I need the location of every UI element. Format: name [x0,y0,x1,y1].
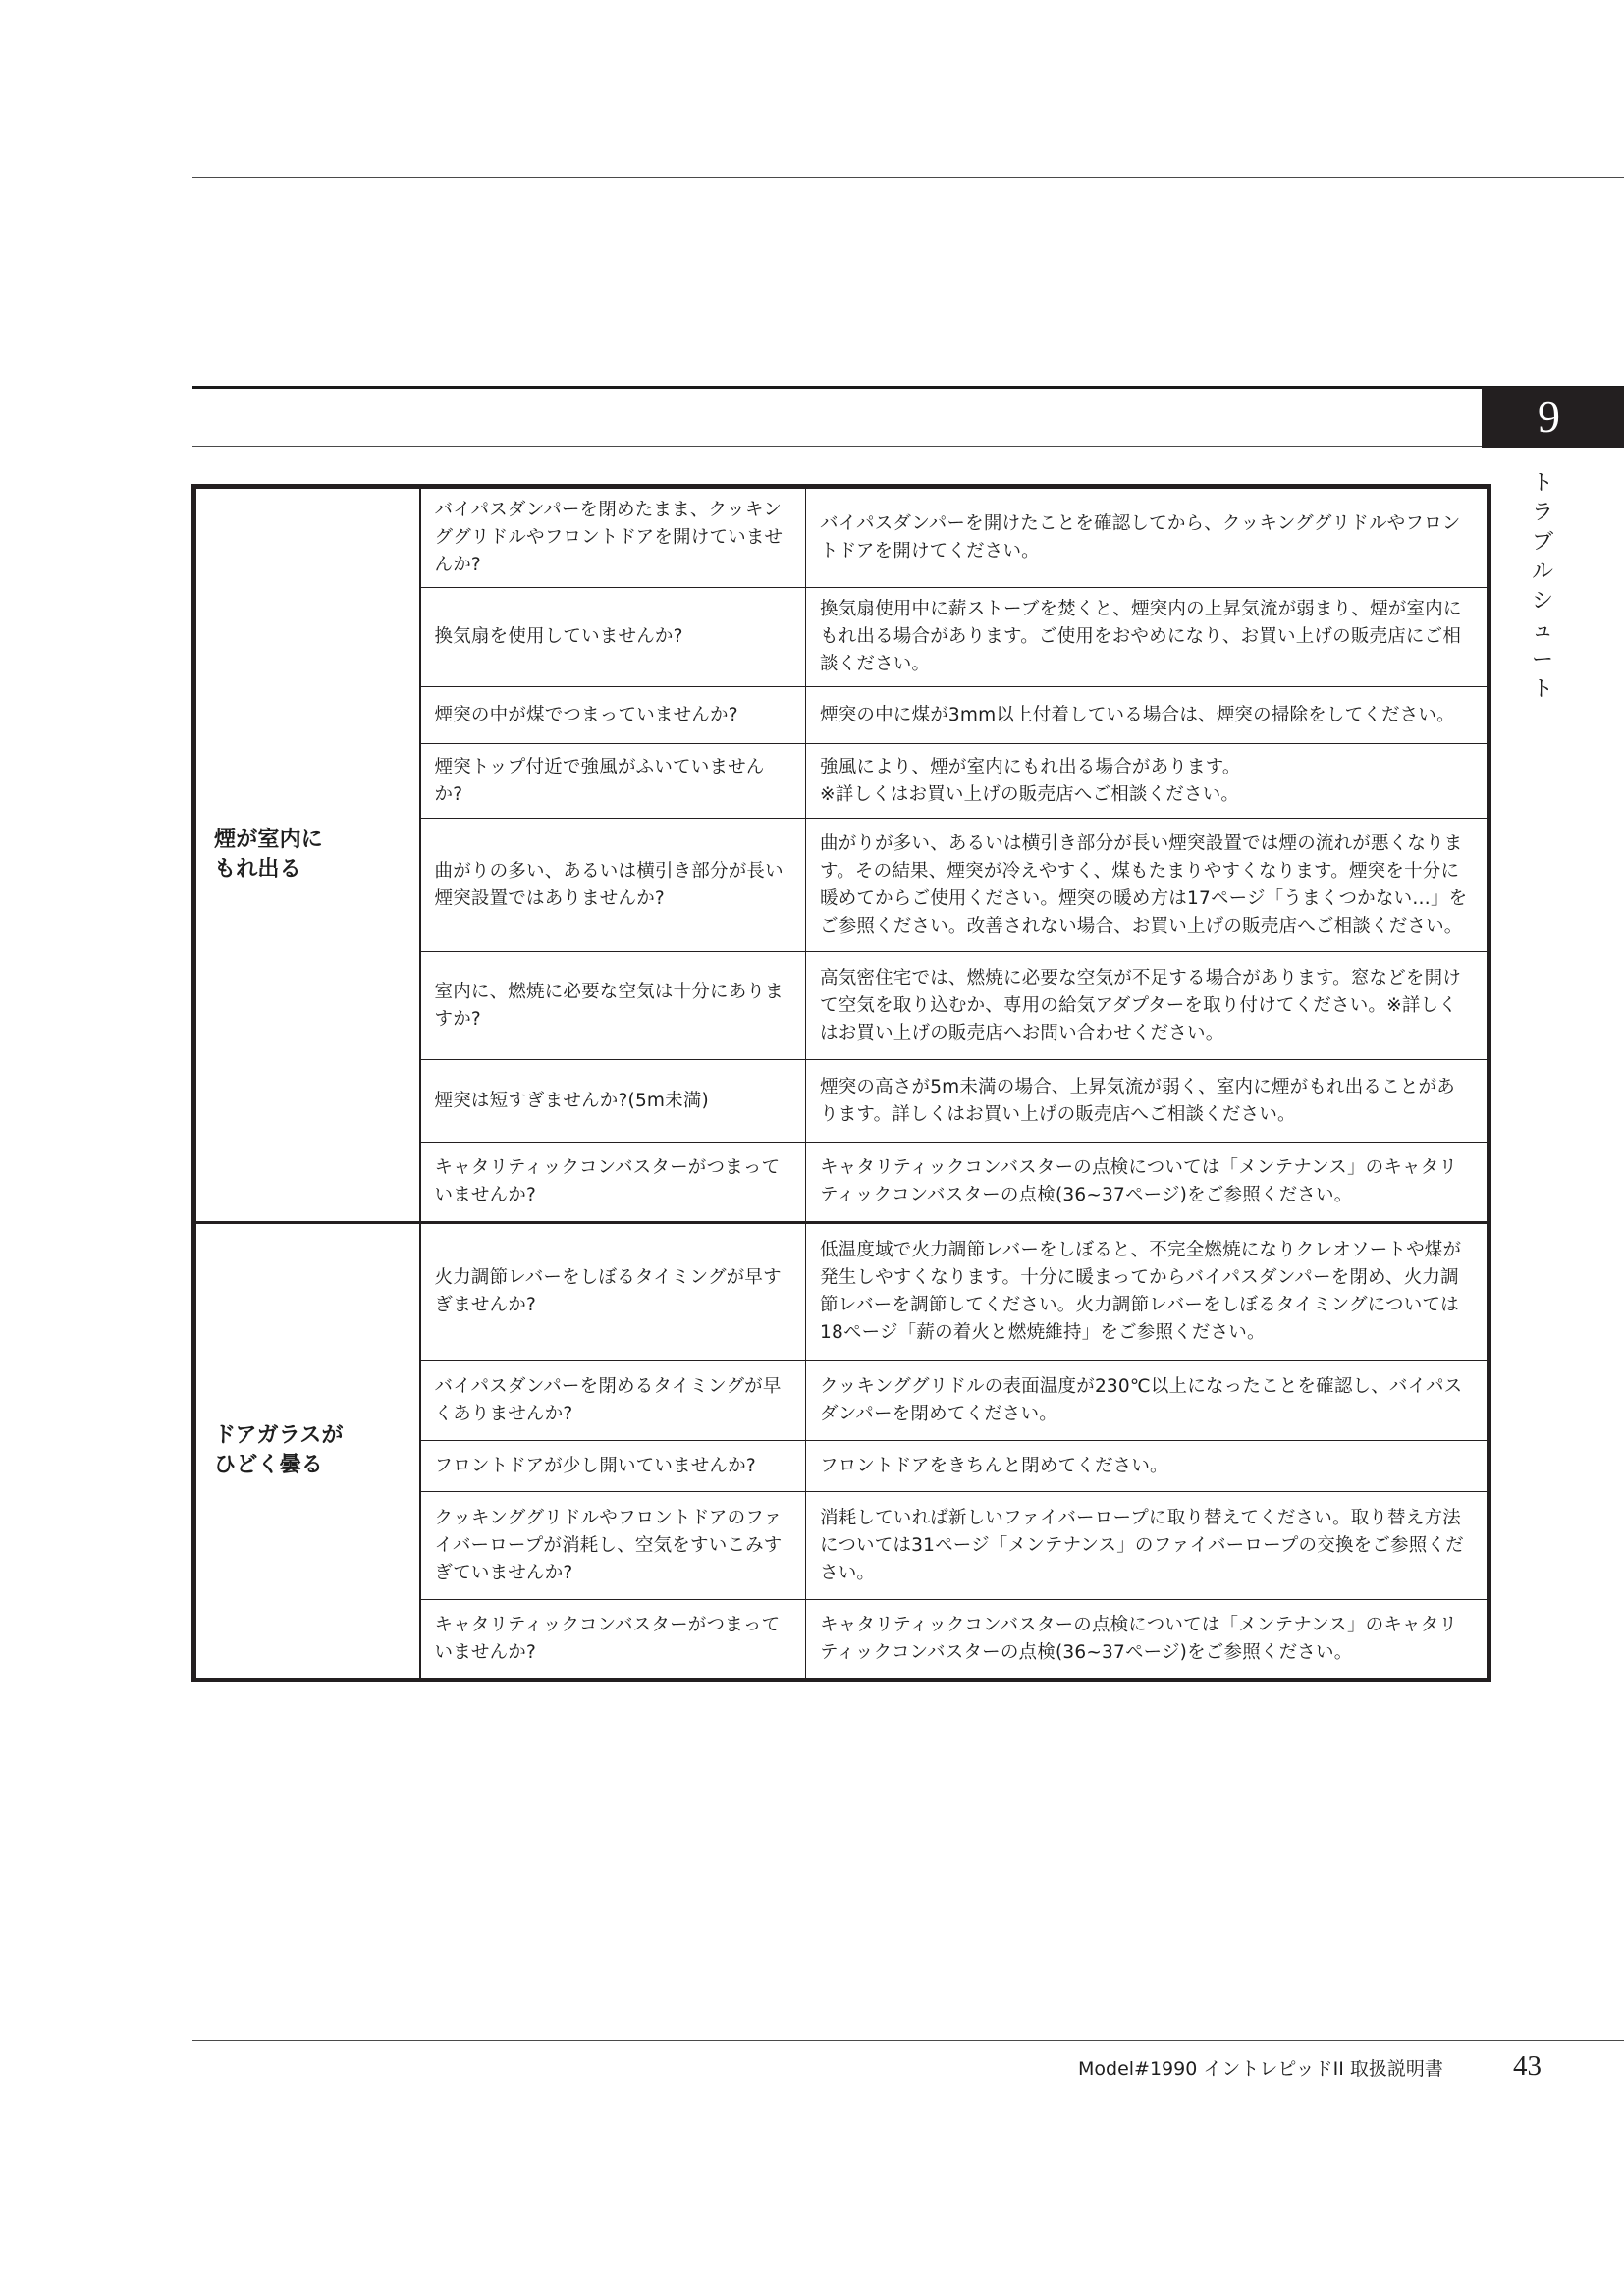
remedy: 換気扇使用中に薪ストーブを焚くと、煙突内の上昇気流が弱まり、煙が室内にもれ出る場合があります。ご使用をおやめになり、お買い上げの販売店にご相談ください。 [806,588,1489,687]
header-rule [192,177,1624,178]
footer-model-title: Model#1990 イントレピッドII 取扱説明書 [1078,2058,1443,2080]
remedy: キャタリティックコンバスターの点検については「メンテナンス」のキャタリティックコンバスターの点検(36~37ページ)をご参照ください。 [806,1143,1489,1223]
check-point: 曲がりの多い、あるいは横引き部分が長い煙突設置ではありませんか? [420,819,806,952]
troubleshooting-table-body [194,487,1489,1681]
remedy: 曲がりが多い、あるいは横引き部分が長い煙突設置では煙の流れが悪くなります。その結果、煙突が冷えやすく、煤もたまりやすくなります。煙突を十分に暖めてからご使用ください。煙突の暖め方は17ページ「うまくつかない…」をご参照ください。改善されない場合、お買い上げの販売店へご相談ください。 [806,819,1489,952]
check-point: クッキンググリドルやフロントドアのファイバーロープが消耗し、空気をすいこみすぎていませんか? [420,1492,806,1600]
check-point: バイパスダンパーを閉めるタイミングが早くありませんか? [420,1361,806,1441]
check-point: キャタリティックコンバスターがつまっていませんか? [420,1600,806,1681]
section-rule [192,386,1624,389]
check-point: 火力調節レバーをしぼるタイミングが早すぎませんか? [420,1223,806,1361]
remedy: キャタリティックコンバスターの点検については「メンテナンス」のキャタリティックコンバスターの点検(36~37ページ)をご参照ください。 [806,1600,1489,1681]
table-row [194,1223,1489,1361]
table-row [194,487,1489,588]
check-point: キャタリティックコンバスターがつまっていませんか? [420,1143,806,1223]
page-number: 43 [1513,2051,1542,2082]
section-underline [192,446,1624,447]
check-point: バイパスダンパーを閉めたまま、クッキンググリドルやフロントドアを開けていませんか? [420,487,806,588]
remedy: フロントドアをきちんと閉めてください。 [806,1441,1489,1492]
check-point: 換気扇を使用していませんか? [420,588,806,687]
remedy: 低温度域で火力調節レバーをしぼると、不完全燃焼になりクレオソートや煤が発生しやすくなります。十分に暖まってからバイパスダンパーを閉め、火力調節レバーを調節してください。火力調節レバーをしぼるタイミングについては18ページ「薪の着火と燃焼維持」をご参照ください。 [806,1223,1489,1361]
troubleshooting-table [191,484,1491,1682]
remedy: バイパスダンパーを開けたことを確認してから、クッキンググリドルやフロントドアを開けてください。 [806,487,1489,588]
symptom-category [194,1223,420,1681]
check-point: フロントドアが少し開いていませんか? [420,1441,806,1492]
remedy: 高気密住宅では、燃焼に必要な空気が不足する場合があります。窓などを開けて空気を取り込むか、専用の給気アダプターを取り付けてください。※詳しくはお買い上げの販売店へお問い合わせください。 [806,952,1489,1060]
footer-rule [192,2040,1624,2041]
check-point: 煙突は短すぎませんか?(5m未満) [420,1060,806,1143]
symptom-category-line: 煙が室内に [214,828,324,852]
symptom-category [194,487,420,1223]
symptom-category-line: もれ出る [214,857,301,881]
check-point: 煙突トップ付近で強風がふいていませんか? [420,744,806,819]
remedy: 煙突の高さが5m未満の場合、上昇気流が弱く、室内に煙がもれ出ることがあります。詳しくはお買い上げの販売店へご相談ください。 [806,1060,1489,1143]
remedy: 煙突の中に煤が3mm以上付着している場合は、煙突の掃除をしてください。 [806,687,1489,744]
remedy: 強風により、煙が室内にもれ出る場合があります。 ※詳しくはお買い上げの販売店へご相談ください。 [806,744,1489,819]
chapter-number-tab: 9 [1482,387,1624,448]
symptom-category-line: ひどく曇る [214,1453,324,1477]
chapter-title-vertical: ト ラ ブ ル シ ュ ー ト [1531,471,1553,702]
remedy: クッキンググリドルの表面温度が230℃以上になったことを確認し、バイパスダンパーを閉めてください。 [806,1361,1489,1441]
remedy: 消耗していれば新しいファイバーロープに取り替えてください。取り替え方法については31ページ「メンテナンス」のファイバーロープの交換をご参照ください。 [806,1492,1489,1600]
check-point: 煙突の中が煤でつまっていませんか? [420,687,806,744]
check-point: 室内に、燃焼に必要な空気は十分にありますか? [420,952,806,1060]
symptom-category-line: ドアガラスが [214,1423,344,1448]
